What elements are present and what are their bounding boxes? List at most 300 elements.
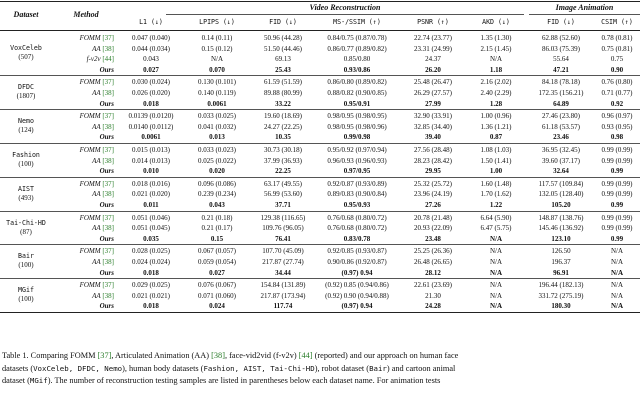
csim-cell: 0.76 (0.80) bbox=[601, 78, 633, 87]
header-lpips: LPIPS (↓) bbox=[199, 18, 235, 26]
fid-cell: 51.50 (44.46) bbox=[264, 44, 302, 53]
fid-cell: 129.38 (116.65) bbox=[260, 213, 306, 222]
method-name: Ours bbox=[99, 268, 114, 277]
method-name: FOMM bbox=[79, 78, 101, 87]
fid2-cell: 196.44 (182.13) bbox=[538, 281, 584, 290]
method-cell bbox=[56, 233, 114, 245]
akd-cell: 1.36 (1.21) bbox=[480, 122, 512, 131]
dataset-count: (507) bbox=[18, 53, 34, 62]
method-name: AA bbox=[92, 224, 101, 233]
citation-link[interactable]: [38] bbox=[102, 258, 114, 266]
caption-dataset-names: MGif bbox=[29, 376, 48, 386]
csim-cell: N/A bbox=[610, 281, 624, 290]
citation-link[interactable]: [37] bbox=[102, 213, 114, 222]
method-name: FOMM bbox=[79, 213, 101, 222]
dataset-label bbox=[0, 117, 52, 135]
akd-cell: 1.70 (1.62) bbox=[480, 190, 512, 199]
l1-cell: 0.018 (0.016) bbox=[132, 179, 170, 188]
method-cell bbox=[56, 98, 114, 110]
method-name: FOMM bbox=[79, 34, 101, 42]
fid2-cell: 32.64 bbox=[553, 167, 569, 176]
citation-link[interactable]: [44] bbox=[102, 55, 114, 64]
fid-cell: 10.35 bbox=[275, 133, 291, 142]
psnr-cell: 29.95 bbox=[425, 167, 441, 176]
akd-cell: N/A bbox=[489, 234, 503, 243]
method-name: Ours bbox=[99, 133, 114, 142]
dataset-count: (87) bbox=[20, 227, 32, 236]
akd-cell: 2.15 (1.45) bbox=[480, 44, 512, 53]
fid-cell: 117.74 bbox=[273, 302, 293, 311]
csim-cell: 0.98 bbox=[610, 133, 624, 142]
caption-dataset-names: Bair bbox=[369, 363, 387, 373]
fid-cell: 30.73 (30.18) bbox=[264, 146, 302, 154]
lpips-cell: 0.041 (0.032) bbox=[198, 122, 236, 131]
method-cell bbox=[56, 300, 114, 312]
psnr-cell: 22.74 (23.77) bbox=[414, 34, 452, 42]
fid2-cell: 47.21 bbox=[553, 65, 569, 74]
akd-cell: 1.50 (1.41) bbox=[480, 156, 512, 165]
ms-cell: (0.97) 0.94 bbox=[341, 268, 373, 277]
dataset-name: VoxCeleb bbox=[10, 44, 42, 53]
dataset-label bbox=[0, 83, 52, 101]
ms-cell: 0.96/0.93 (0.96/0.93) bbox=[327, 156, 387, 165]
fid-cell: 37.99 (36.93) bbox=[264, 156, 302, 165]
csim-cell: 0.99 (0.99) bbox=[601, 179, 633, 188]
citation-link[interactable]: [37] bbox=[102, 146, 114, 154]
ms-cell: 0.88/0.82 (0.90/0.85) bbox=[327, 89, 387, 97]
dataset-name: DFDC bbox=[18, 83, 34, 92]
ms-cell: 0.95/0.92 (0.97/0.94) bbox=[327, 146, 387, 154]
ms-cell: 0.85/0.80 bbox=[343, 55, 371, 64]
caption-line-3 bbox=[2, 375, 638, 388]
caption-text: Table 1. Comparing FOMM bbox=[2, 351, 98, 360]
l1-cell: 0.044 (0.034) bbox=[132, 44, 170, 53]
lpips-cell: 0.15 (0.12) bbox=[201, 44, 233, 53]
l1-cell: 0.028 (0.025) bbox=[132, 247, 170, 256]
csim-cell: 0.92 bbox=[610, 99, 624, 108]
fid2-cell: 61.18 (53.57) bbox=[542, 122, 580, 131]
dataset-name: Bair bbox=[18, 252, 34, 261]
psnr-cell: 28.23 (28.42) bbox=[414, 156, 452, 165]
akd-cell: N/A bbox=[489, 55, 503, 64]
psnr-cell: 24.28 bbox=[425, 302, 441, 311]
psnr-cell: 25.32 (25.72) bbox=[414, 179, 452, 188]
ms-cell: 0.95/0.91 bbox=[343, 99, 371, 108]
ms-cell: 0.95/0.93 bbox=[343, 201, 371, 209]
ms-cell: (0.92) 0.85 (0.94/0.86) bbox=[325, 281, 389, 290]
method-name: AA bbox=[92, 190, 101, 199]
akd-cell: N/A bbox=[489, 281, 503, 290]
fid-cell: 33.22 bbox=[275, 99, 291, 108]
table-row bbox=[0, 64, 640, 76]
header-rule bbox=[0, 30, 640, 31]
dataset-count: (1807) bbox=[16, 92, 36, 101]
fid2-cell: 126.50 bbox=[551, 247, 571, 256]
lpips-cell: 0.096 (0.086) bbox=[198, 179, 236, 188]
header-method: Method bbox=[73, 10, 99, 19]
csim-cell: 0.99 bbox=[610, 201, 624, 209]
psnr-cell: 25.48 (26.47) bbox=[414, 78, 452, 87]
lpips-cell: 0.024 bbox=[209, 302, 225, 311]
citation-link[interactable]: [37] bbox=[102, 78, 114, 87]
fid-cell: 69.13 bbox=[275, 55, 291, 64]
ms-cell: 0.83/0.78 bbox=[343, 234, 371, 243]
l1-cell: 0.018 bbox=[143, 302, 159, 311]
fid2-cell: 180.30 bbox=[551, 302, 571, 311]
dataset-name: AIST bbox=[18, 184, 34, 193]
lpips-cell: 0.14 (0.11) bbox=[201, 34, 233, 42]
fid2-cell: 196.37 bbox=[551, 258, 571, 266]
dataset-label bbox=[0, 286, 52, 304]
psnr-cell: 27.99 bbox=[425, 99, 441, 108]
caption-dataset-names: VoxCeleb, DFDC, Nemo bbox=[33, 363, 123, 373]
citation-link[interactable]: [38] bbox=[102, 156, 114, 165]
fid2-cell: 36.95 (32.45) bbox=[542, 146, 580, 154]
fid-cell: 217.87 (27.74) bbox=[262, 258, 304, 266]
l1-cell: 0.035 bbox=[143, 234, 159, 243]
psnr-cell: 23.96 (24.19) bbox=[414, 190, 452, 199]
csim-cell: N/A bbox=[610, 258, 624, 266]
header-fid: FID (↓) bbox=[269, 18, 297, 26]
citation-link[interactable]: [38] bbox=[102, 89, 114, 97]
fid-cell: 63.17 (49.55) bbox=[264, 179, 302, 188]
akd-cell: 1.22 bbox=[489, 201, 503, 209]
method-name: Ours bbox=[99, 302, 114, 311]
psnr-cell: 22.61 (23.69) bbox=[414, 281, 452, 290]
ms-cell: 0.76/0.68 (0.80/0.72) bbox=[327, 224, 387, 233]
fid-cell: 22.25 bbox=[275, 167, 291, 176]
ms-cell: 0.86/0.80 (0.89/0.82) bbox=[327, 78, 387, 87]
psnr-cell: 32.85 (34.40) bbox=[414, 122, 452, 131]
caption-text: ), human body datasets ( bbox=[122, 363, 204, 373]
csim-cell: N/A bbox=[610, 247, 624, 256]
csim-cell: N/A bbox=[610, 268, 624, 277]
citation-link[interactable]: [37] bbox=[102, 247, 114, 256]
csim-cell: 0.96 (0.97) bbox=[601, 112, 633, 121]
ms-cell: 0.97/0.95 bbox=[343, 167, 371, 176]
psnr-cell: 20.78 (21.48) bbox=[414, 213, 452, 222]
lpips-cell: N/A bbox=[210, 55, 224, 64]
psnr-cell: 21.30 bbox=[425, 291, 441, 300]
fid-cell: 107.70 (45.09) bbox=[262, 247, 304, 256]
l1-cell: 0.015 (0.013) bbox=[132, 146, 170, 154]
fid-cell: 24.27 (22.25) bbox=[264, 122, 302, 131]
header-akd: AKD (↓) bbox=[482, 18, 510, 26]
ms-cell: 0.86/0.77 (0.89/0.82) bbox=[327, 44, 387, 53]
fid-cell: 25.43 bbox=[275, 65, 291, 74]
csim-cell: 0.99 (0.99) bbox=[601, 224, 633, 233]
lpips-cell: 0.025 (0.022) bbox=[198, 156, 236, 165]
caption-text: ). The number of reconstruction testing samples are listed in parentheses below each dataset name. For animation tests bbox=[47, 376, 441, 386]
lpips-cell: 0.013 bbox=[209, 133, 225, 142]
caption-ref[interactable]: [37] bbox=[97, 351, 112, 360]
akd-cell: 2.16 (2.02) bbox=[480, 78, 512, 87]
citation-link[interactable]: [38] bbox=[102, 122, 114, 131]
ms-cell: 0.89/0.83 (0.90/0.84) bbox=[327, 190, 387, 199]
psnr-cell: 27.56 (28.48) bbox=[414, 146, 452, 154]
lpips-cell: 0.21 (0.18) bbox=[201, 213, 233, 222]
top-rule bbox=[0, 1, 640, 2]
caption-line-2 bbox=[2, 363, 638, 376]
l1-cell: 0.026 (0.020) bbox=[132, 89, 170, 97]
l1-cell: 0.0139 (0.0120) bbox=[128, 112, 174, 121]
citation-link[interactable]: [37] bbox=[102, 179, 114, 188]
psnr-cell: 20.93 (22.09) bbox=[414, 224, 452, 233]
header-fid-animation: FID (↓) bbox=[547, 18, 575, 26]
akd-cell: N/A bbox=[489, 302, 503, 311]
method-name: AA bbox=[92, 44, 101, 53]
fid-cell: 50.96 (44.28) bbox=[264, 34, 302, 42]
anim-group-rule bbox=[529, 14, 640, 15]
psnr-cell: 25.25 (26.36) bbox=[414, 247, 452, 256]
ms-cell: 0.93/0.86 bbox=[343, 65, 371, 74]
ms-cell: 0.84/0.75 (0.87/0.78) bbox=[327, 34, 387, 42]
method-name: f-v2v bbox=[86, 55, 101, 64]
fid-cell: 19.60 (18.69) bbox=[264, 112, 302, 121]
table-row bbox=[0, 165, 640, 177]
lpips-cell: 0.239 (0.234) bbox=[198, 190, 236, 199]
l1-cell: 0.024 (0.024) bbox=[132, 258, 170, 266]
fid2-cell: 55.64 bbox=[553, 55, 569, 64]
citation-link[interactable]: [37] bbox=[102, 34, 114, 42]
lpips-cell: 0.043 bbox=[209, 201, 225, 209]
csim-cell: 0.99 (0.99) bbox=[601, 213, 633, 222]
dataset-label bbox=[0, 151, 52, 169]
psnr-cell: 23.31 (24.99) bbox=[414, 44, 452, 53]
akd-cell: 1.00 (0.96) bbox=[480, 112, 512, 121]
fid2-cell: 145.46 (136.92) bbox=[538, 224, 584, 233]
akd-cell: 1.18 bbox=[489, 65, 503, 74]
method-cell bbox=[56, 131, 114, 143]
l1-cell: 0.021 (0.020) bbox=[132, 190, 170, 199]
caption-ref[interactable]: [44] bbox=[298, 351, 313, 360]
fid-cell: 34.44 bbox=[275, 268, 291, 277]
table-row bbox=[0, 267, 640, 279]
fid-cell: 154.84 (131.89) bbox=[260, 281, 306, 290]
fid-cell: 61.59 (51.59) bbox=[264, 78, 302, 87]
lpips-cell: 0.076 (0.067) bbox=[198, 281, 236, 290]
l1-cell: 0.051 (0.045) bbox=[132, 224, 170, 233]
l1-cell: 0.014 (0.013) bbox=[132, 156, 170, 165]
method-name: AA bbox=[92, 291, 101, 300]
table-row bbox=[0, 300, 640, 312]
caption-text: ), robot dataset ( bbox=[314, 363, 370, 373]
ms-cell: 0.98/0.95 (0.98/0.96) bbox=[327, 122, 387, 131]
dataset-count: (100) bbox=[18, 261, 34, 270]
citation-link[interactable]: [37] bbox=[102, 281, 114, 290]
dataset-name: Tai-Chi-HD bbox=[6, 218, 46, 227]
ms-cell: 0.98/0.95 (0.98/0.95) bbox=[327, 112, 387, 121]
akd-cell: 6.47 (5.75) bbox=[480, 224, 512, 233]
fid2-cell: 23.46 bbox=[553, 133, 569, 142]
fid2-cell: 64.89 bbox=[553, 99, 569, 108]
caption-text: (reported) and our approach on human face bbox=[312, 351, 459, 360]
l1-cell: 0.021 (0.021) bbox=[132, 291, 170, 300]
csim-cell: 0.93 (0.95) bbox=[601, 122, 633, 131]
psnr-cell: 23.48 bbox=[425, 234, 441, 243]
csim-cell: 0.99 bbox=[610, 234, 624, 243]
fid-cell: 109.76 (96.05) bbox=[262, 224, 304, 233]
psnr-cell: 26.20 bbox=[425, 65, 441, 74]
fid-cell: 37.71 bbox=[275, 201, 291, 209]
l1-cell: 0.0140 (0.0112) bbox=[128, 122, 174, 131]
akd-cell: 1.35 (1.30) bbox=[480, 34, 512, 42]
csim-cell: 0.71 (0.77) bbox=[601, 89, 633, 97]
l1-cell: 0.030 (0.024) bbox=[132, 78, 170, 87]
header-dataset: Dataset bbox=[13, 10, 39, 19]
akd-cell: 2.40 (2.29) bbox=[480, 89, 512, 97]
csim-cell: 0.99 (0.99) bbox=[601, 146, 633, 154]
lpips-cell: 0.020 bbox=[209, 167, 225, 176]
dataset-count: (100) bbox=[18, 159, 34, 168]
fid2-cell: 148.87 (138.76) bbox=[538, 213, 584, 222]
psnr-cell: 28.12 bbox=[425, 268, 441, 277]
lpips-cell: 0.21 (0.17) bbox=[201, 224, 233, 233]
citation-link[interactable]: [38] bbox=[102, 224, 114, 233]
header-ms-ssim: MS-/SSIM (↑) bbox=[333, 18, 381, 26]
method-name: AA bbox=[92, 122, 101, 131]
csim-cell: N/A bbox=[610, 302, 624, 311]
l1-cell: 0.018 bbox=[143, 268, 159, 277]
caption-dataset-names: Fashion, AIST, Tai-Chi-HD bbox=[203, 363, 315, 373]
psnr-cell: 39.40 bbox=[425, 133, 441, 142]
method-name: AA bbox=[92, 156, 101, 165]
fid2-cell: 62.88 (52.60) bbox=[542, 34, 580, 42]
dataset-count: (124) bbox=[18, 126, 34, 135]
caption-text: dataset ( bbox=[2, 376, 30, 386]
fid-cell: 89.88 (80.99) bbox=[264, 89, 302, 97]
akd-cell: N/A bbox=[489, 247, 503, 256]
citation-link[interactable]: [38] bbox=[102, 44, 114, 53]
dataset-count: (493) bbox=[18, 193, 34, 202]
ms-cell: (0.92) 0.90 (0.94/0.88) bbox=[325, 291, 389, 300]
caption-text: , Articulated Animation (AA) bbox=[111, 351, 212, 360]
dataset-separator bbox=[0, 312, 640, 313]
table-caption bbox=[2, 350, 638, 388]
method-cell bbox=[56, 199, 114, 211]
header-image-animation: Image Animation bbox=[555, 3, 614, 12]
csim-cell: 0.99 (0.99) bbox=[601, 156, 633, 165]
fid-cell: 76.41 bbox=[275, 234, 291, 243]
akd-cell: 1.60 (1.48) bbox=[480, 179, 512, 188]
method-cell bbox=[56, 165, 114, 177]
citation-link[interactable]: [38] bbox=[102, 291, 114, 300]
method-name: Ours bbox=[99, 65, 114, 74]
csim-cell: 0.78 (0.81) bbox=[601, 34, 633, 42]
lpips-cell: 0.059 (0.054) bbox=[198, 258, 236, 266]
method-name: FOMM bbox=[79, 146, 101, 154]
dataset-count: (100) bbox=[18, 295, 34, 304]
method-name: AA bbox=[92, 89, 101, 97]
header-l1: L1 (↓) bbox=[139, 18, 163, 26]
ms-cell: 0.99/0.98 bbox=[343, 133, 371, 142]
lpips-cell: 0.140 (0.119) bbox=[198, 89, 236, 97]
lpips-cell: 0.070 bbox=[209, 65, 225, 74]
l1-cell: 0.0061 bbox=[141, 133, 161, 142]
lpips-cell: 0.033 (0.025) bbox=[198, 112, 236, 121]
table-row bbox=[0, 131, 640, 143]
method-name: AA bbox=[92, 258, 101, 266]
caption-text: , face-vid2vid (f-v2v) bbox=[224, 351, 299, 360]
lpips-cell: 0.071 (0.060) bbox=[198, 291, 236, 300]
method-name: FOMM bbox=[79, 281, 101, 290]
table-row bbox=[0, 199, 640, 211]
psnr-cell: 24.37 bbox=[425, 55, 441, 64]
method-name: FOMM bbox=[79, 247, 101, 256]
dataset-label bbox=[0, 219, 52, 237]
csim-cell: 0.75 bbox=[610, 55, 624, 64]
lpips-cell: 0.130 (0.101) bbox=[198, 78, 236, 87]
header-csim: CSIM (↑) bbox=[601, 18, 633, 26]
csim-cell: 0.75 (0.81) bbox=[601, 44, 633, 53]
csim-cell: N/A bbox=[610, 291, 624, 300]
fid-cell: 217.87 (173.94) bbox=[260, 291, 306, 300]
table-row bbox=[0, 233, 640, 245]
fid2-cell: 86.03 (75.39) bbox=[542, 44, 580, 53]
l1-cell: 0.047 (0.040) bbox=[132, 34, 170, 42]
ms-cell: 0.90/0.86 (0.92/0.87) bbox=[327, 258, 387, 266]
psnr-cell: 26.48 (26.65) bbox=[414, 258, 452, 266]
lpips-cell: 0.067 (0.057) bbox=[198, 247, 236, 256]
header-video-reconstruction: Video Reconstruction bbox=[309, 3, 381, 12]
akd-cell: 6.64 (5.90) bbox=[480, 213, 512, 222]
fid2-cell: 172.35 (156.21) bbox=[538, 89, 584, 97]
method-name: Ours bbox=[99, 234, 114, 243]
akd-cell: 1.08 (1.03) bbox=[480, 146, 512, 154]
method-name: FOMM bbox=[79, 112, 101, 121]
fid2-cell: 331.72 (275.19) bbox=[538, 291, 584, 300]
fid2-cell: 123.10 bbox=[551, 234, 571, 243]
ms-cell: 0.92/0.85 (0.93/0.87) bbox=[327, 247, 387, 256]
video-group-rule bbox=[166, 14, 524, 15]
ms-cell: (0.97) 0.94 bbox=[341, 302, 373, 311]
dataset-label bbox=[0, 44, 52, 62]
csim-cell: 0.99 (0.99) bbox=[601, 190, 633, 199]
fid2-cell: 96.91 bbox=[553, 268, 569, 277]
header-psnr: PSNR (↑) bbox=[417, 18, 449, 26]
fid2-cell: 117.57 (109.84) bbox=[538, 179, 584, 188]
fid-cell: 56.99 (53.60) bbox=[264, 190, 302, 199]
lpips-cell: 0.027 bbox=[209, 268, 225, 277]
caption-text: datasets ( bbox=[2, 363, 34, 373]
fid2-cell: 39.60 (37.17) bbox=[542, 156, 580, 165]
lpips-cell: 0.15 bbox=[210, 234, 224, 243]
method-name: Ours bbox=[99, 201, 114, 209]
dataset-label bbox=[0, 252, 52, 270]
citation-link[interactable]: [38] bbox=[102, 190, 114, 199]
dataset-name: Nemo bbox=[18, 117, 34, 126]
dataset-name: MGif bbox=[18, 286, 34, 295]
caption-text: ) and cartoon animal bbox=[386, 363, 456, 373]
psnr-cell: 32.90 (33.91) bbox=[414, 112, 452, 121]
l1-cell: 0.029 (0.025) bbox=[132, 281, 170, 290]
fid2-cell: 27.46 (23.80) bbox=[542, 112, 580, 121]
lpips-cell: 0.033 (0.023) bbox=[198, 146, 236, 154]
psnr-cell: 27.26 bbox=[425, 201, 441, 209]
psnr-cell: 26.29 (27.57) bbox=[414, 89, 452, 97]
method-name: Ours bbox=[99, 99, 114, 108]
citation-link[interactable]: [37] bbox=[102, 112, 114, 121]
akd-cell: 1.28 bbox=[489, 99, 503, 108]
akd-cell: 1.00 bbox=[489, 167, 503, 176]
csim-cell: 0.99 bbox=[610, 167, 624, 176]
ms-cell: 0.76/0.68 (0.80/0.72) bbox=[327, 213, 387, 222]
caption-ref[interactable]: [38] bbox=[211, 351, 225, 360]
dataset-label bbox=[0, 185, 52, 203]
fid2-cell: 105.20 bbox=[551, 201, 571, 209]
method-name: FOMM bbox=[79, 179, 101, 188]
caption-line-1 bbox=[2, 350, 638, 363]
